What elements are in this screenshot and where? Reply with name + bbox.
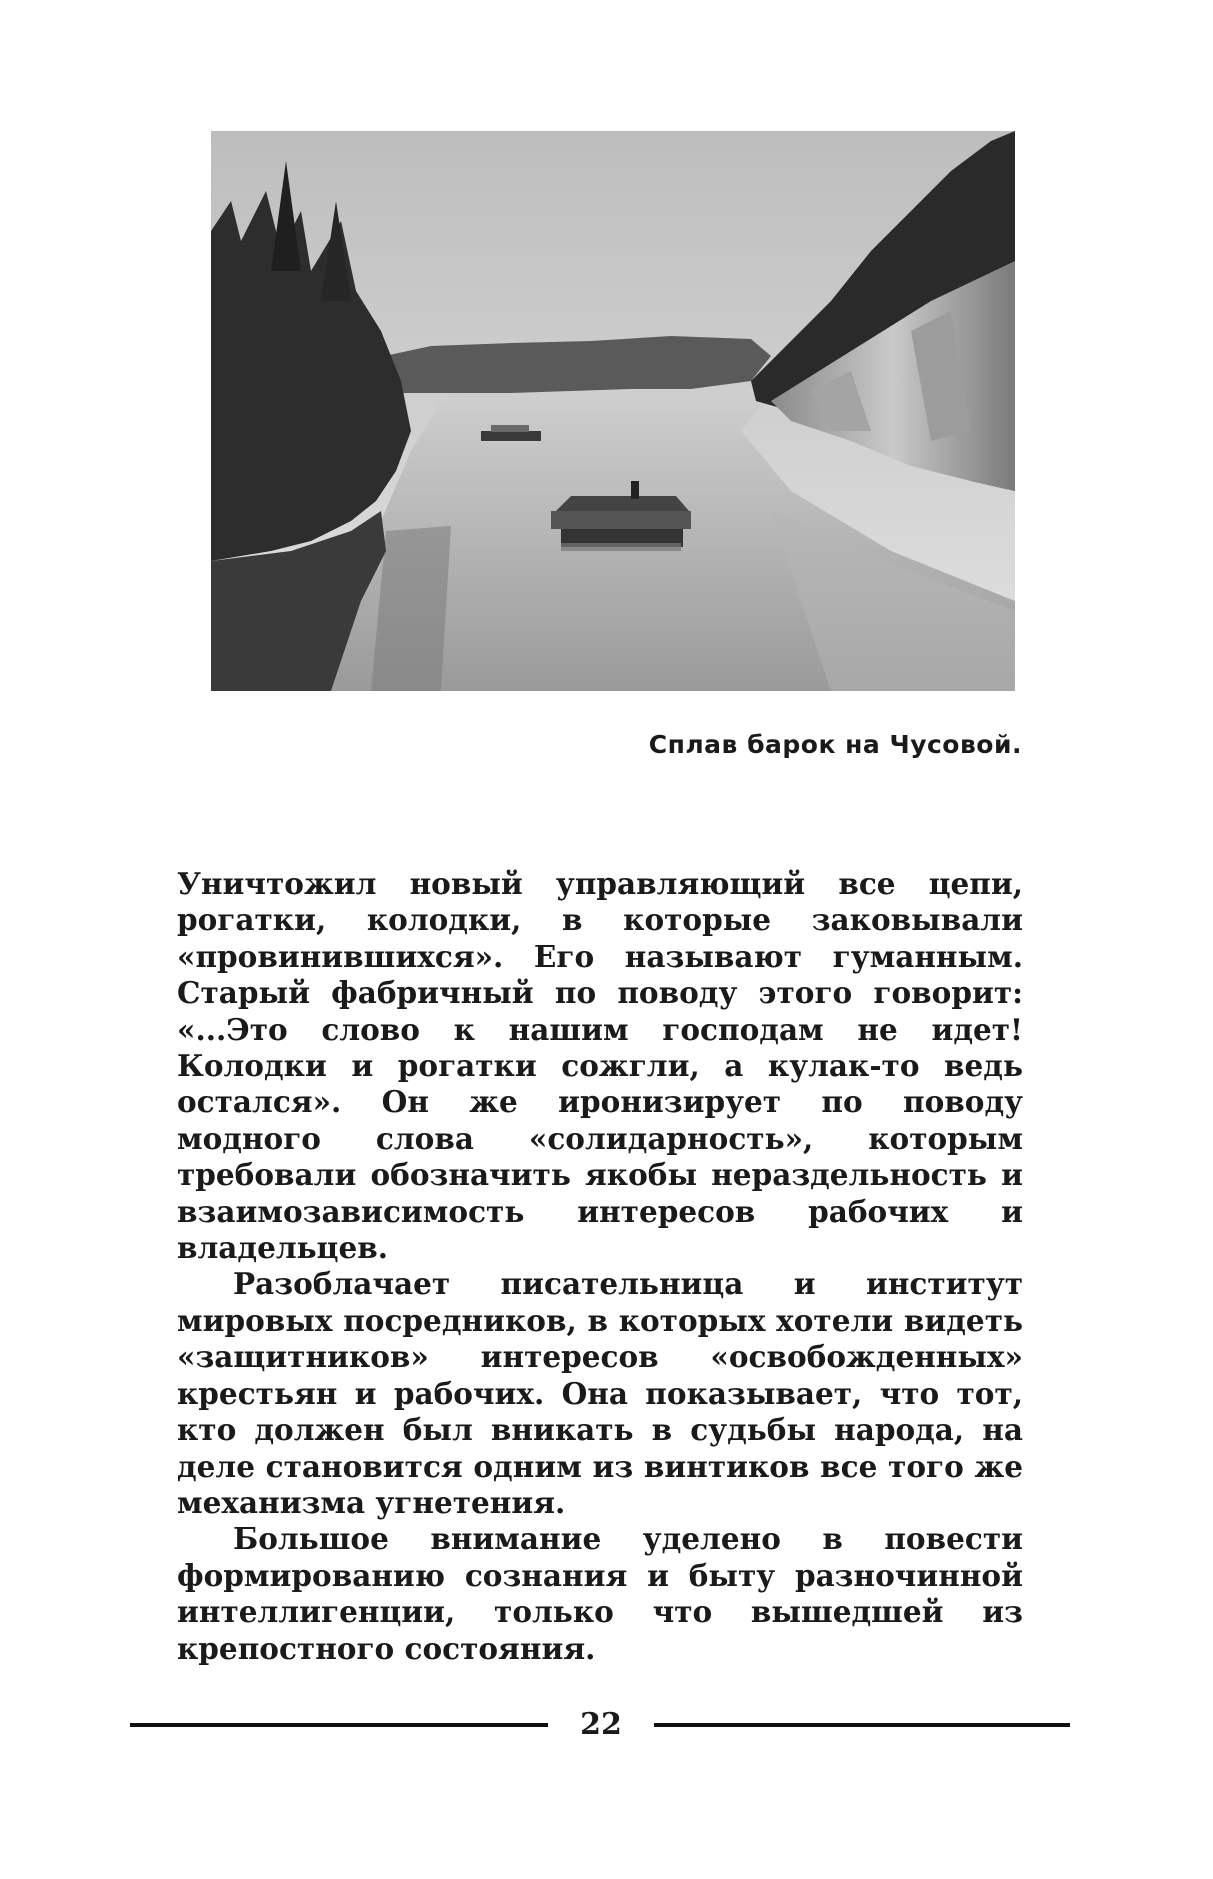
river-photo <box>211 131 1015 691</box>
page-number: 22 <box>580 1707 622 1742</box>
photo-caption: Сплав барок на Чусовой. <box>648 730 1022 759</box>
paragraph: Большое внимание уделено в повести формированию сознания и быту разночинной интеллигенции, только что вышедшей из крепостного состояния. <box>177 1521 1023 1666</box>
paragraph: Уничтожил новый управляющий все цепи, рогатки, колодки, в которые заковывали «провинившихся». Его называют гуманным. Старый фабричный по поводу этого говорит: «...Это слово к нашим господам не идет! Колодки и рогатки сожгли, а кулак-то ведь остался». Он же иронизирует по поводу модного слова «солидарность», которым требовали обозначить якобы нераздельность и взаимозависимость интересов рабочих и владельцев. <box>177 866 1023 1266</box>
paragraph: Разоблачает писательница и институт мировых посредников, в которых хотели видеть «защитников» интересов «освобожденных» крестьян и рабочих. Она показывает, что тот, кто должен был вникать в судьбы народа, на деле становится одним из винтиков все того же механизма угнетения. <box>177 1266 1023 1520</box>
river-photo-illustration <box>211 131 1015 691</box>
page-footer <box>130 1700 1070 1750</box>
body-text <box>177 866 1023 1667</box>
footer-rule-right <box>654 1723 1070 1727</box>
footer-rule-left <box>130 1723 548 1727</box>
